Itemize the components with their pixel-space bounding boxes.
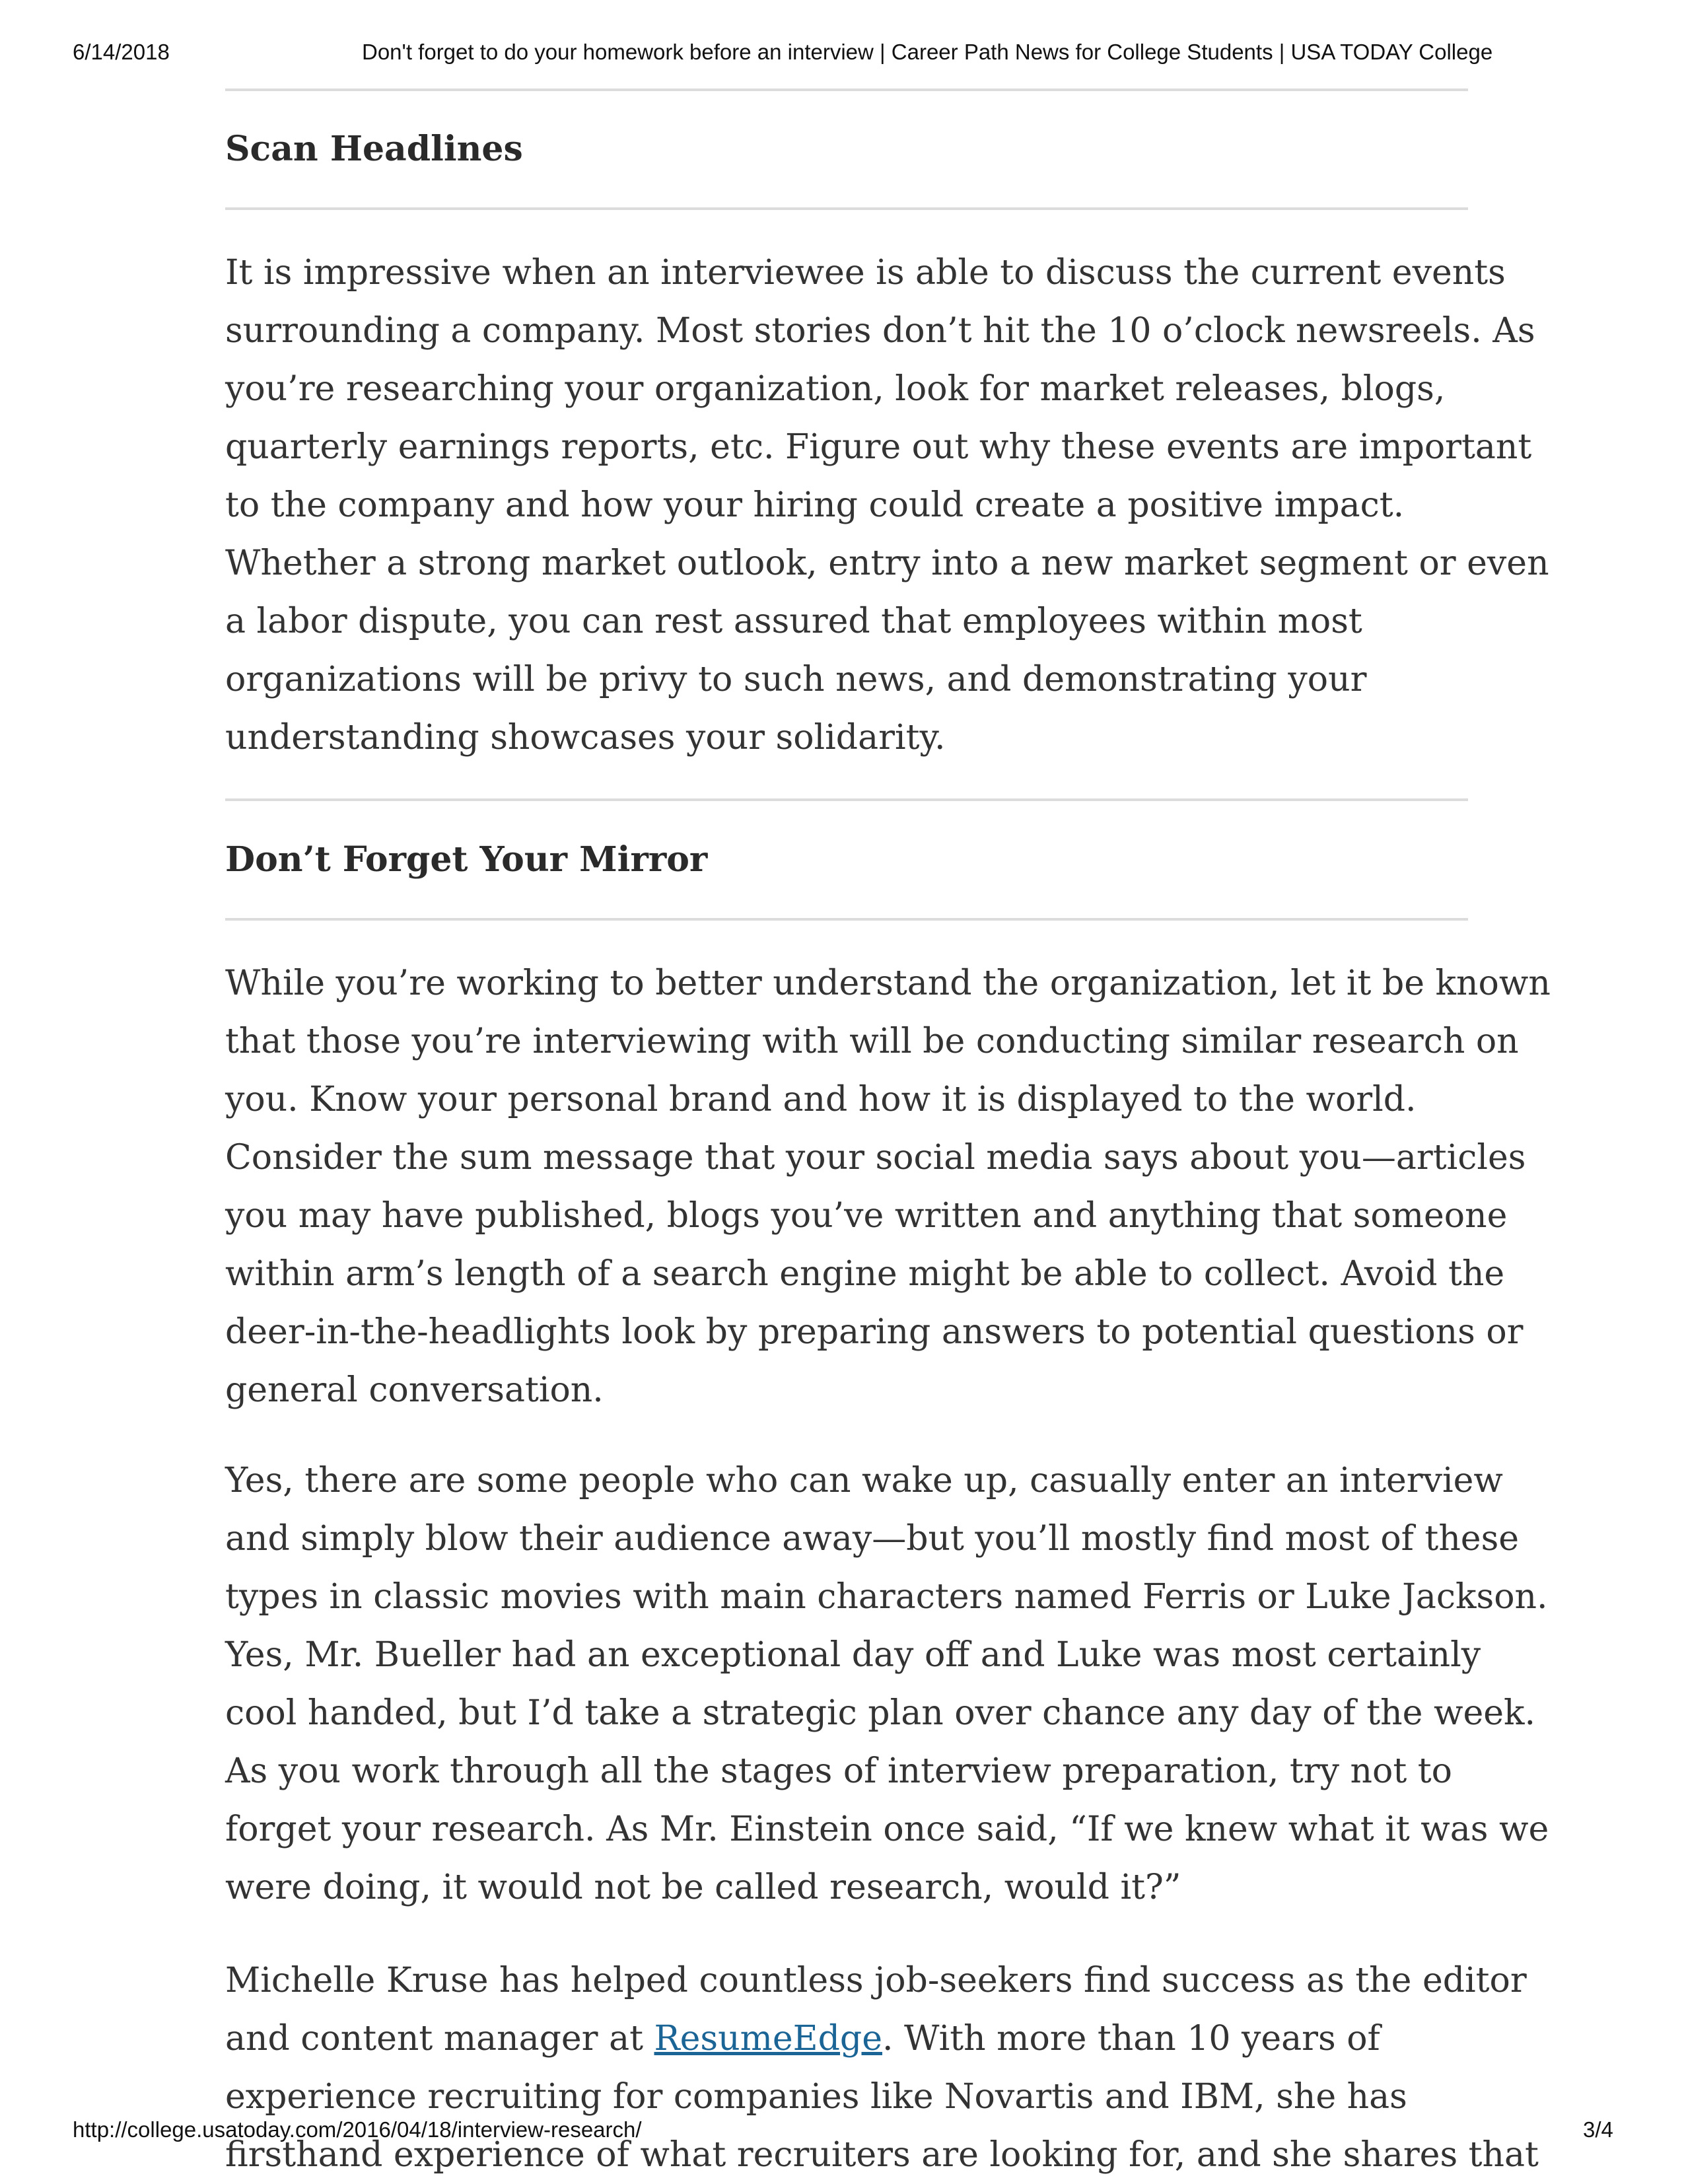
text-line: general conversation. [225, 1370, 604, 1410]
text-line: you may have published, blogs you’ve written and anything that someone [225, 1196, 1508, 1236]
section-heading-mirror: Don’t Forget Your Mirror [225, 839, 708, 880]
section-divider [225, 207, 1468, 210]
text-line: understanding showcases your solidarity. [225, 718, 946, 757]
text-line [225, 2010, 1468, 2068]
text-line: that those you’re interviewing with will be conducting similar research on [225, 1022, 1519, 1061]
text-line: were doing, it would not be called research, would it?” [225, 1868, 1181, 1907]
section-divider [225, 918, 1468, 921]
text-line: Yes, there are some people who can wake up, casually enter an interview [225, 1461, 1503, 1500]
text-line: within arm’s length of a search engine might be able to collect. Avoid the [225, 1254, 1505, 1294]
print-url: http://college.usatoday.com/2016/04/18/interview-research/ [73, 2117, 642, 2142]
print-date: 6/14/2018 [73, 40, 170, 64]
text-line: forget your research. As Mr. Einstein once said, “If we knew what it was we [225, 1810, 1549, 1849]
text-line: and simply blow their audience away—but you’ll mostly find most of these [225, 1519, 1520, 1559]
print-page-number: 3/4 [1583, 2117, 1613, 2142]
text-line: Whether a strong market outlook, entry into a new market segment or even [225, 544, 1549, 583]
text-line: experience recruiting for companies like Novartis and IBM, she has [225, 2077, 1407, 2117]
text-line: Consider the sum message that your social media says about you—articles [225, 1138, 1526, 1178]
text-line: you. Know your personal brand and how it is displayed to the world. [225, 1080, 1417, 1119]
author-bio [225, 1952, 1539, 2184]
text-line: Yes, Mr. Bueller had an exceptional day off and Luke was most certainly [225, 1635, 1481, 1675]
bio-text: and content manager at [225, 2019, 654, 2059]
resumeedge-link[interactable]: ResumeEdge [654, 2019, 882, 2059]
text-line: As you work through all the stages of interview preparation, try not to [225, 1751, 1452, 1791]
text-line: quarterly earnings reports, etc. Figure out why these events are important [225, 427, 1532, 467]
text-line: cool handed, but I’d take a strategic plan over chance any day of the week. [225, 1693, 1536, 1733]
text-line: firsthand experience of what recruiters are looking for, and she shares that [225, 2135, 1539, 2175]
text-line: a labor dispute, you can rest assured that employees within most [225, 602, 1362, 641]
text-line: you’re researching your organization, look for market releases, blogs, [225, 369, 1446, 409]
text-line: It is impressive when an interviewee is able to discuss the current events [225, 253, 1506, 293]
text-line: to the company and how your hiring could create a positive impact. [225, 485, 1405, 525]
section-heading-scan-headlines: Scan Headlines [225, 129, 523, 169]
text-line: organizations will be privy to such news, and demonstrating your [225, 660, 1367, 699]
text-line: surrounding a company. Most stories don’t hit the 10 o’clock newsreels. As [225, 311, 1535, 351]
text-line: deer-in-the-headlights look by preparing answers to potential questions or [225, 1312, 1524, 1352]
paragraph-mirror-1 [225, 954, 1551, 1419]
section-divider [225, 88, 1468, 91]
paragraph-scan-headlines [225, 244, 1549, 767]
text-line: Michelle Kruse has helped countless job-seekers find success as the editor [225, 1961, 1527, 2000]
text-line: While you’re working to better understand the organization, let it be known [225, 964, 1551, 1003]
bio-text: . With more than 10 years of [882, 2019, 1380, 2059]
section-divider [225, 798, 1468, 801]
text-line: types in classic movies with main characters named Ferris or Luke Jackson. [225, 1577, 1548, 1617]
print-page-title: Don't forget to do your homework before an interview | Career Path News for College Students | USA TODAY College [362, 40, 1493, 64]
paragraph-mirror-2 [225, 1452, 1549, 1917]
